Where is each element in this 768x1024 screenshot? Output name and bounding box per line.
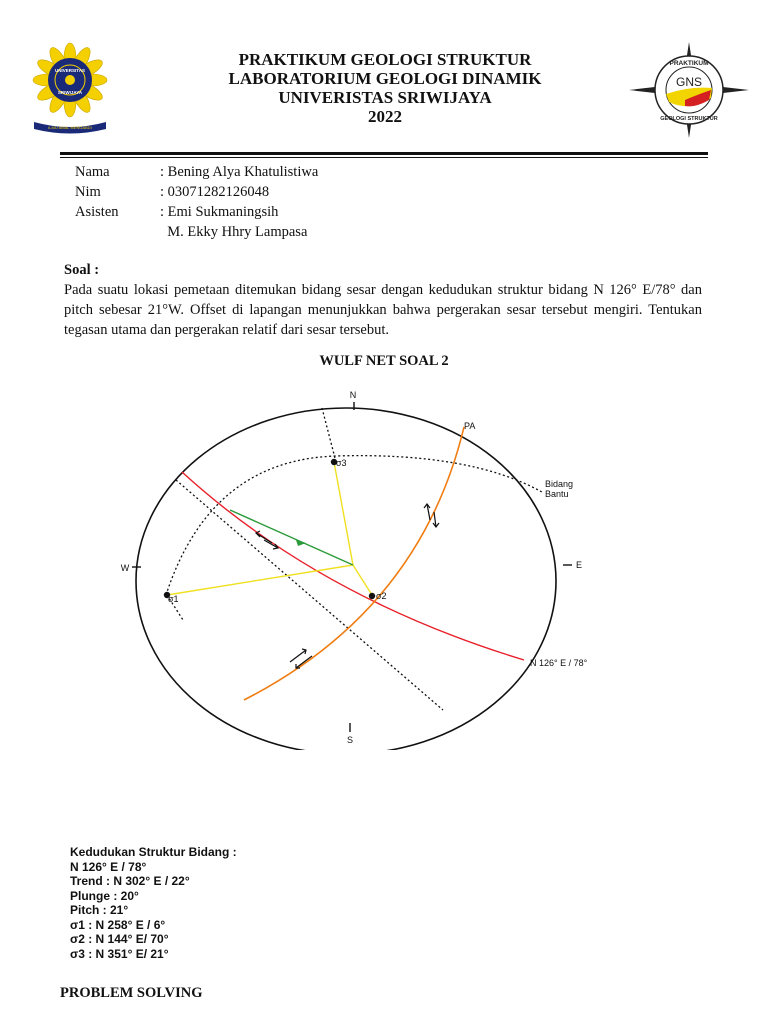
- pitch-arrow-icon: [296, 540, 306, 546]
- label-bidang-bantu-2: Bantu: [545, 489, 569, 499]
- logo-text-bottom: GEOLOGI STRUKTUR: [660, 116, 718, 122]
- student-info: [0, 162, 768, 242]
- footer-problem-solving: PROBLEM SOLVING: [60, 985, 203, 1001]
- label-east: E: [575, 560, 583, 570]
- pitch-line: [230, 510, 353, 565]
- sigma2-line: [353, 565, 372, 595]
- label-west: W: [120, 563, 130, 573]
- info-value-asisten: : Emi Sukmaningsih: [160, 204, 279, 220]
- data-line-8: σ3 : N 351° E/ 21°: [70, 946, 169, 961]
- sigma3-line: [334, 462, 353, 565]
- info-value-nama: : Bening Alya Khatulistiwa: [160, 164, 319, 180]
- net-title: WULF NET SOAL 2: [319, 353, 449, 369]
- header-line-4: 2022: [368, 107, 402, 126]
- university-seal-icon: [30, 42, 110, 134]
- logo-center-text: GNS: [675, 75, 703, 89]
- info-value-nim: : 03071282126048: [160, 184, 270, 200]
- header-line-3: UNIVERISTAS SRIWIJAYA: [278, 88, 492, 107]
- seal-text-top: UNIVERSITAS: [55, 68, 85, 73]
- geology-lab-logo-icon: [628, 40, 750, 140]
- info-value-asisten-2: M. Ekky Hhry Lampasa: [160, 224, 308, 240]
- info-label-asisten: Asisten: [75, 204, 119, 220]
- seal-text-bottom: SRIWIJAYA: [57, 90, 83, 95]
- label-sigma1: σ1: [168, 594, 179, 604]
- data-line-6: σ1 : N 258° E / 6°: [70, 917, 166, 932]
- header-title: [150, 50, 620, 126]
- label-pa: PA: [464, 421, 476, 431]
- header-line-2: LABORATORIUM GEOLOGI DINAMIK: [228, 69, 542, 88]
- label-south: S: [346, 735, 354, 745]
- sigma1-line: [167, 565, 353, 595]
- info-label-nama: Nama: [75, 164, 110, 180]
- sigma3-diameter: [322, 408, 336, 462]
- label-fault-plane: N 126° E / 78°: [530, 658, 588, 668]
- info-label-nim: Nim: [75, 184, 101, 200]
- seal-ribbon-text: ILMU AMAL MENGABDI: [48, 125, 92, 130]
- structure-data-block: [70, 845, 237, 961]
- soal-text: Pada suatu lokasi pemetaan ditemukan bidang sesar dengan kedudukan struktur bidang N 126° E/78° dan pitch sebesar 21°W. Offset di lapangan menunjukkan bahwa pergerakan sesar tersebut mengiri. Tentukan tegasan utama dan pergerakan relatif dari sesar tersebut.: [64, 282, 702, 338]
- header-rule-thin: [60, 157, 708, 158]
- data-line-5: Pitch : 21°: [70, 903, 129, 917]
- wulff-net-diagram: [100, 380, 620, 750]
- auxiliary-plane-bidang-bantu: [166, 456, 542, 595]
- data-line-1: Kedudukan Struktur Bidang :: [70, 845, 237, 859]
- data-line-3: Trend : N 302° E / 22°: [70, 874, 190, 888]
- soal-label: Soal :: [64, 262, 100, 278]
- label-sigma2: σ2: [376, 591, 387, 601]
- header-rule-thick: [60, 152, 708, 155]
- pa-great-circle: [244, 427, 464, 700]
- sigma2-point: [369, 593, 375, 599]
- sigma2-diameter: [176, 480, 443, 710]
- data-line-4: Plunge : 20°: [70, 888, 139, 903]
- label-bidang-bantu-1: Bidang: [545, 479, 574, 489]
- data-line-7: σ2 : N 144° E/ 70°: [70, 932, 169, 946]
- label-sigma3: σ3: [336, 458, 347, 468]
- label-north: N: [349, 390, 357, 400]
- data-line-2: N 126° E / 78°: [70, 859, 147, 874]
- logo-text-top: PRAKTIKUM: [669, 60, 709, 67]
- header-line-1: PRAKTIKUM GEOLOGI STRUKTUR: [238, 50, 532, 69]
